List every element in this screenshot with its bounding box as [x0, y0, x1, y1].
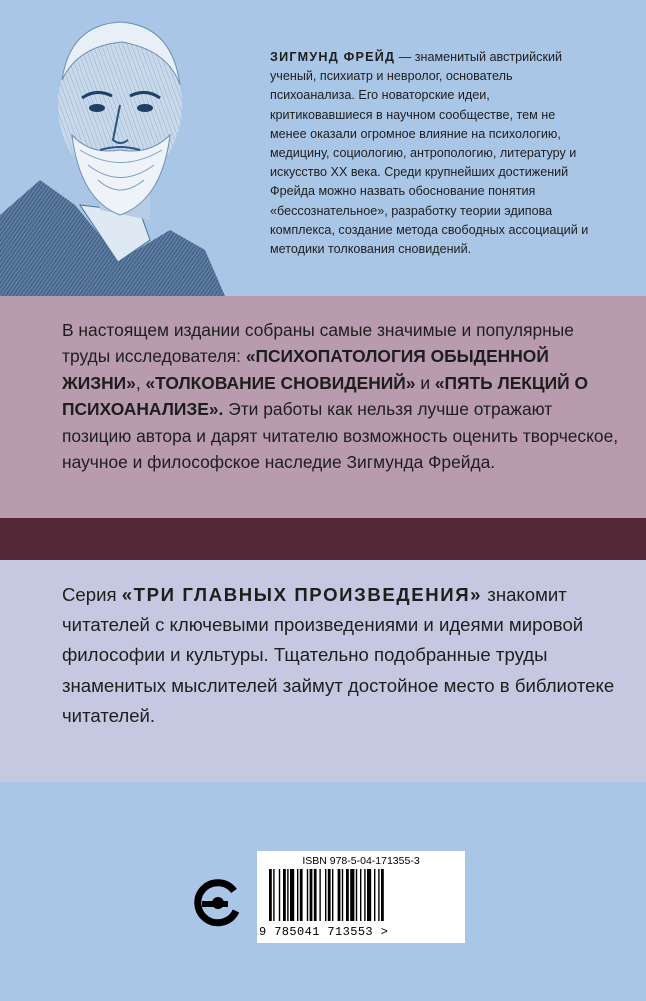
barcode-bar	[381, 869, 384, 921]
barcode-bar	[360, 869, 361, 921]
edition-separator-1: ,	[135, 372, 146, 393]
publisher-logo-icon	[194, 877, 242, 929]
barcode-bar	[310, 869, 313, 921]
author-portrait	[0, 0, 240, 296]
barcode-bar	[300, 869, 303, 921]
barcode-bar	[287, 869, 288, 921]
barcode-bar	[279, 869, 280, 921]
edition-intro: В настоящем издании собраны самые значимые и популярные труды исследователя:	[62, 320, 574, 367]
series-text: знакомит читателей с ключевыми произведениями и идеями мировой философии и культуры. Тщательно подобранные труды знаменитых мыслителей займут достойное место в библиотеке читателей.	[62, 584, 615, 726]
edition-separator-2: и	[415, 372, 435, 393]
barcode-bar	[346, 869, 349, 921]
barcode-bar	[269, 869, 272, 921]
barcode-bar	[374, 869, 375, 921]
barcode-bar	[350, 869, 354, 921]
publisher-logo	[194, 877, 242, 929]
work-title-3: «ПЯТЬ ЛЕКЦИЙ О ПСИХОАНАЛИЗЕ».	[62, 372, 588, 420]
barcode-bar	[290, 869, 294, 921]
barcode-bar	[273, 869, 274, 921]
isbn-digits: 9 785041 713553 >	[259, 925, 389, 939]
portrait-engraving	[0, 0, 240, 296]
barcode-bar	[338, 869, 341, 921]
barcode-bar	[332, 869, 333, 921]
author-bio-text: — знаменитый австрийский ученый, психиатр и невролог, основатель психоанализа. Его новаторские идеи, критиковавшиеся в научном сообществе, тем не менее оказали огромное влияние на психологию, медицину, социологию, антропологию, литературу и искусство XX века. Среди крупнейших достижений Фрейда можно назвать обоснование понятия «бессознательное», разработку теории эдипова комплекса, создание метода свободных ассоциаций и методики толкования сновидений.	[270, 50, 589, 257]
barcode-bar	[364, 869, 365, 921]
barcode-bar	[283, 869, 286, 921]
edition-outro: Эти работы как нельзя лучше отражают позицию автора и дарят читателю возможность оценить творческое, научное и философское наследие Зигмунда Фрейда.	[62, 399, 619, 473]
barcode-bar	[342, 869, 343, 921]
barcode-bar	[314, 869, 317, 921]
barcode-block	[257, 851, 465, 943]
series-name: «ТРИ ГЛАВНЫХ ПРОИЗВЕДЕНИЯ»	[121, 584, 483, 605]
barcode-bar	[297, 869, 298, 921]
barcode-bar	[356, 869, 357, 921]
series-description	[62, 580, 622, 731]
edition-description	[62, 317, 622, 475]
barcode-bar	[319, 869, 320, 921]
barcode-bar	[307, 869, 308, 921]
author-bio	[270, 48, 595, 259]
isbn-label: ISBN 978-5-04-171355-3	[302, 855, 420, 867]
author-name: ЗИГМУНД ФРЕЙД	[270, 50, 396, 64]
barcode-bar	[367, 869, 371, 921]
series-prefix: Серия	[62, 584, 122, 605]
barcode-bar	[378, 869, 379, 921]
divider-band	[0, 518, 646, 560]
barcode-bars	[257, 869, 465, 927]
work-title-2: «ТОЛКОВАНИЕ СНОВИДЕНИЙ»	[145, 372, 416, 393]
work-title-1: «ПСИХОПАТОЛОГИЯ ОБЫДЕННОЙ ЖИЗНИ»	[62, 346, 549, 393]
barcode-bar	[325, 869, 326, 921]
barcode-bar	[328, 869, 331, 921]
